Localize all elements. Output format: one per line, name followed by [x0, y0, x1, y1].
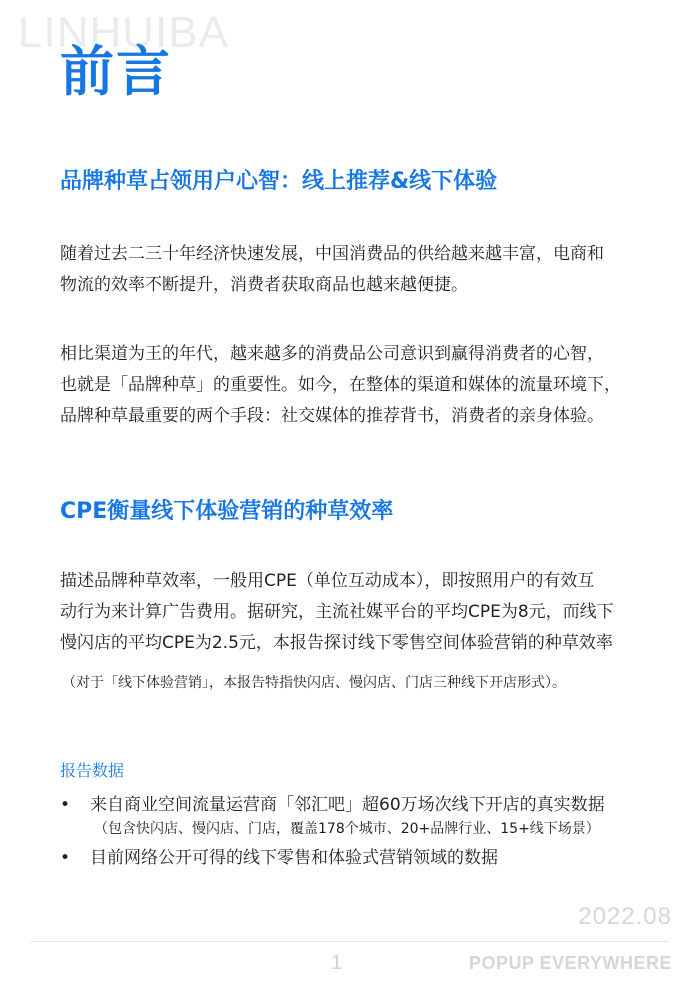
- section-heading-brand-seeding: 品牌种草占领用户心智：线上推荐&线下体验: [60, 169, 498, 194]
- section-heading-cpe: CPE衡量线下体验营销的种草效率: [60, 499, 394, 524]
- list-item: [60, 846, 680, 871]
- paragraph-growth: [60, 239, 660, 301]
- paragraph-line: 相比渠道为王的年代，越来越多的消费品公司意识到赢得消费者的心智，: [60, 344, 604, 364]
- paragraph-line: 也就是「品牌种草」的重要性。如今，在整体的渠道和媒体的流量环境下，: [60, 375, 621, 395]
- paragraph-line: 品牌种草最重要的两个手段：社交媒体的推荐背书，消费者的亲身体验。: [60, 406, 604, 426]
- report-data-title: 报告数据: [60, 761, 125, 780]
- footer-date: 2022.08: [578, 903, 672, 930]
- list-item-text: 来自商业空间流量运营商「邻汇吧」超60万场次线下开店的真实数据: [90, 795, 605, 815]
- footer-brand: POPUP EVERYWHERE: [468, 953, 672, 973]
- paragraph-line: 描述品牌种草效率，一般用CPE（单位互动成本），即按照用户的有效互: [60, 571, 595, 591]
- list-item: [60, 793, 680, 840]
- bullet-icon: •: [60, 848, 71, 868]
- report-data-list: [60, 793, 680, 877]
- paragraph-note: （对于「线下体验营销」，本报告特指快闪店、慢闪店、门店三种线下开店形式）。: [62, 675, 566, 691]
- list-item-note: （包含快闪店、慢闪店、门店，覆盖178个城市、20+品牌行业、15+线下场景）: [94, 821, 600, 837]
- page-number: 1: [331, 952, 343, 974]
- paragraph-mindshare: [60, 339, 660, 432]
- paragraph-cpe: [60, 566, 660, 659]
- watermark-logo: LINHUIBA: [18, 8, 229, 57]
- paragraph-line: 物流的效率不断提升，消费者获取商品也越来越便捷。: [60, 275, 468, 295]
- bullet-icon: •: [60, 795, 71, 815]
- list-item-text: 目前网络公开可得的线下零售和体验式营销领域的数据: [90, 848, 498, 868]
- paragraph-line: 动行为来计算广告费用。据研究，主流社媒平台的平均CPE为8元，而线下: [60, 602, 614, 622]
- page-title: 前言: [60, 40, 172, 103]
- footer-divider: [30, 941, 669, 942]
- paragraph-line: 随着过去二三十年经济快速发展，中国消费品的供给越来越丰富，电商和: [60, 244, 604, 264]
- paragraph-line: 慢闪店的平均CPE为2.5元，本报告探讨线下零售空间体验营销的种草效率: [60, 633, 613, 653]
